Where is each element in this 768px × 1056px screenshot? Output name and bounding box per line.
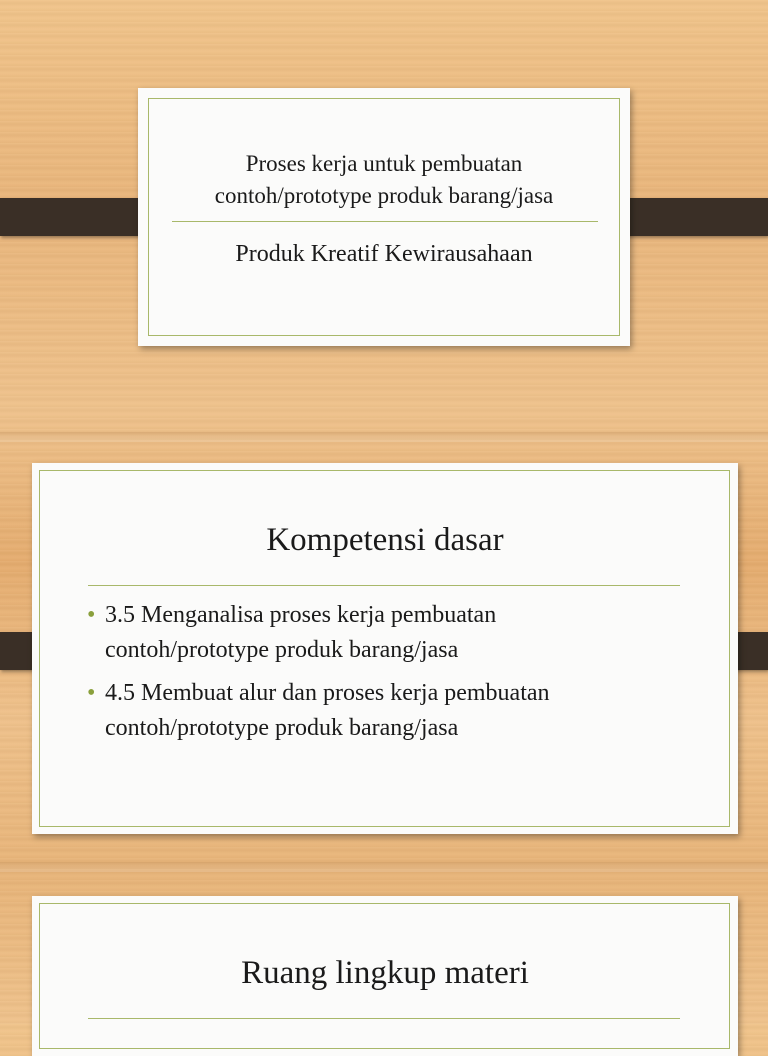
slide3-title: Ruang lingkup materi [241, 955, 529, 991]
slide1-title [158, 148, 610, 212]
slide-frame [148, 98, 620, 336]
wood-seam [0, 432, 768, 442]
slide-1[interactable] [138, 88, 630, 346]
slide1-subtitle: Produk Kreatif Kewirausahaan [235, 241, 533, 267]
bullet-dot-icon: • [87, 680, 96, 706]
slide1-title-line2: contoh/prototype produk barang/jasa [214, 183, 554, 208]
slide1-title-line1: Proses kerja untuk pembuatan [245, 151, 523, 176]
bullet-line: 4.5 Membuat alur dan proses kerja pembuatan [105, 680, 550, 706]
bullet-item [87, 598, 707, 668]
slide-3[interactable] [32, 896, 738, 1056]
slide-2[interactable] [32, 463, 738, 834]
bullet-line: 3.5 Menganalisa proses kerja pembuatan [105, 602, 497, 628]
slide1-left-bar [0, 198, 156, 236]
slide1-right-bar [612, 198, 768, 236]
slide1-rule [172, 221, 598, 222]
slide3-rule [88, 1018, 680, 1019]
slide2-rule [88, 585, 680, 586]
bullet-dot-icon: • [87, 602, 96, 628]
bullet-line: contoh/prototype produk barang/jasa [105, 637, 459, 663]
slide2-bullet-list [87, 598, 707, 754]
bullet-line: contoh/prototype produk barang/jasa [105, 715, 459, 741]
wood-seam [0, 862, 768, 872]
bullet-item [87, 676, 707, 746]
slide2-title: Kompetensi dasar [266, 522, 504, 558]
